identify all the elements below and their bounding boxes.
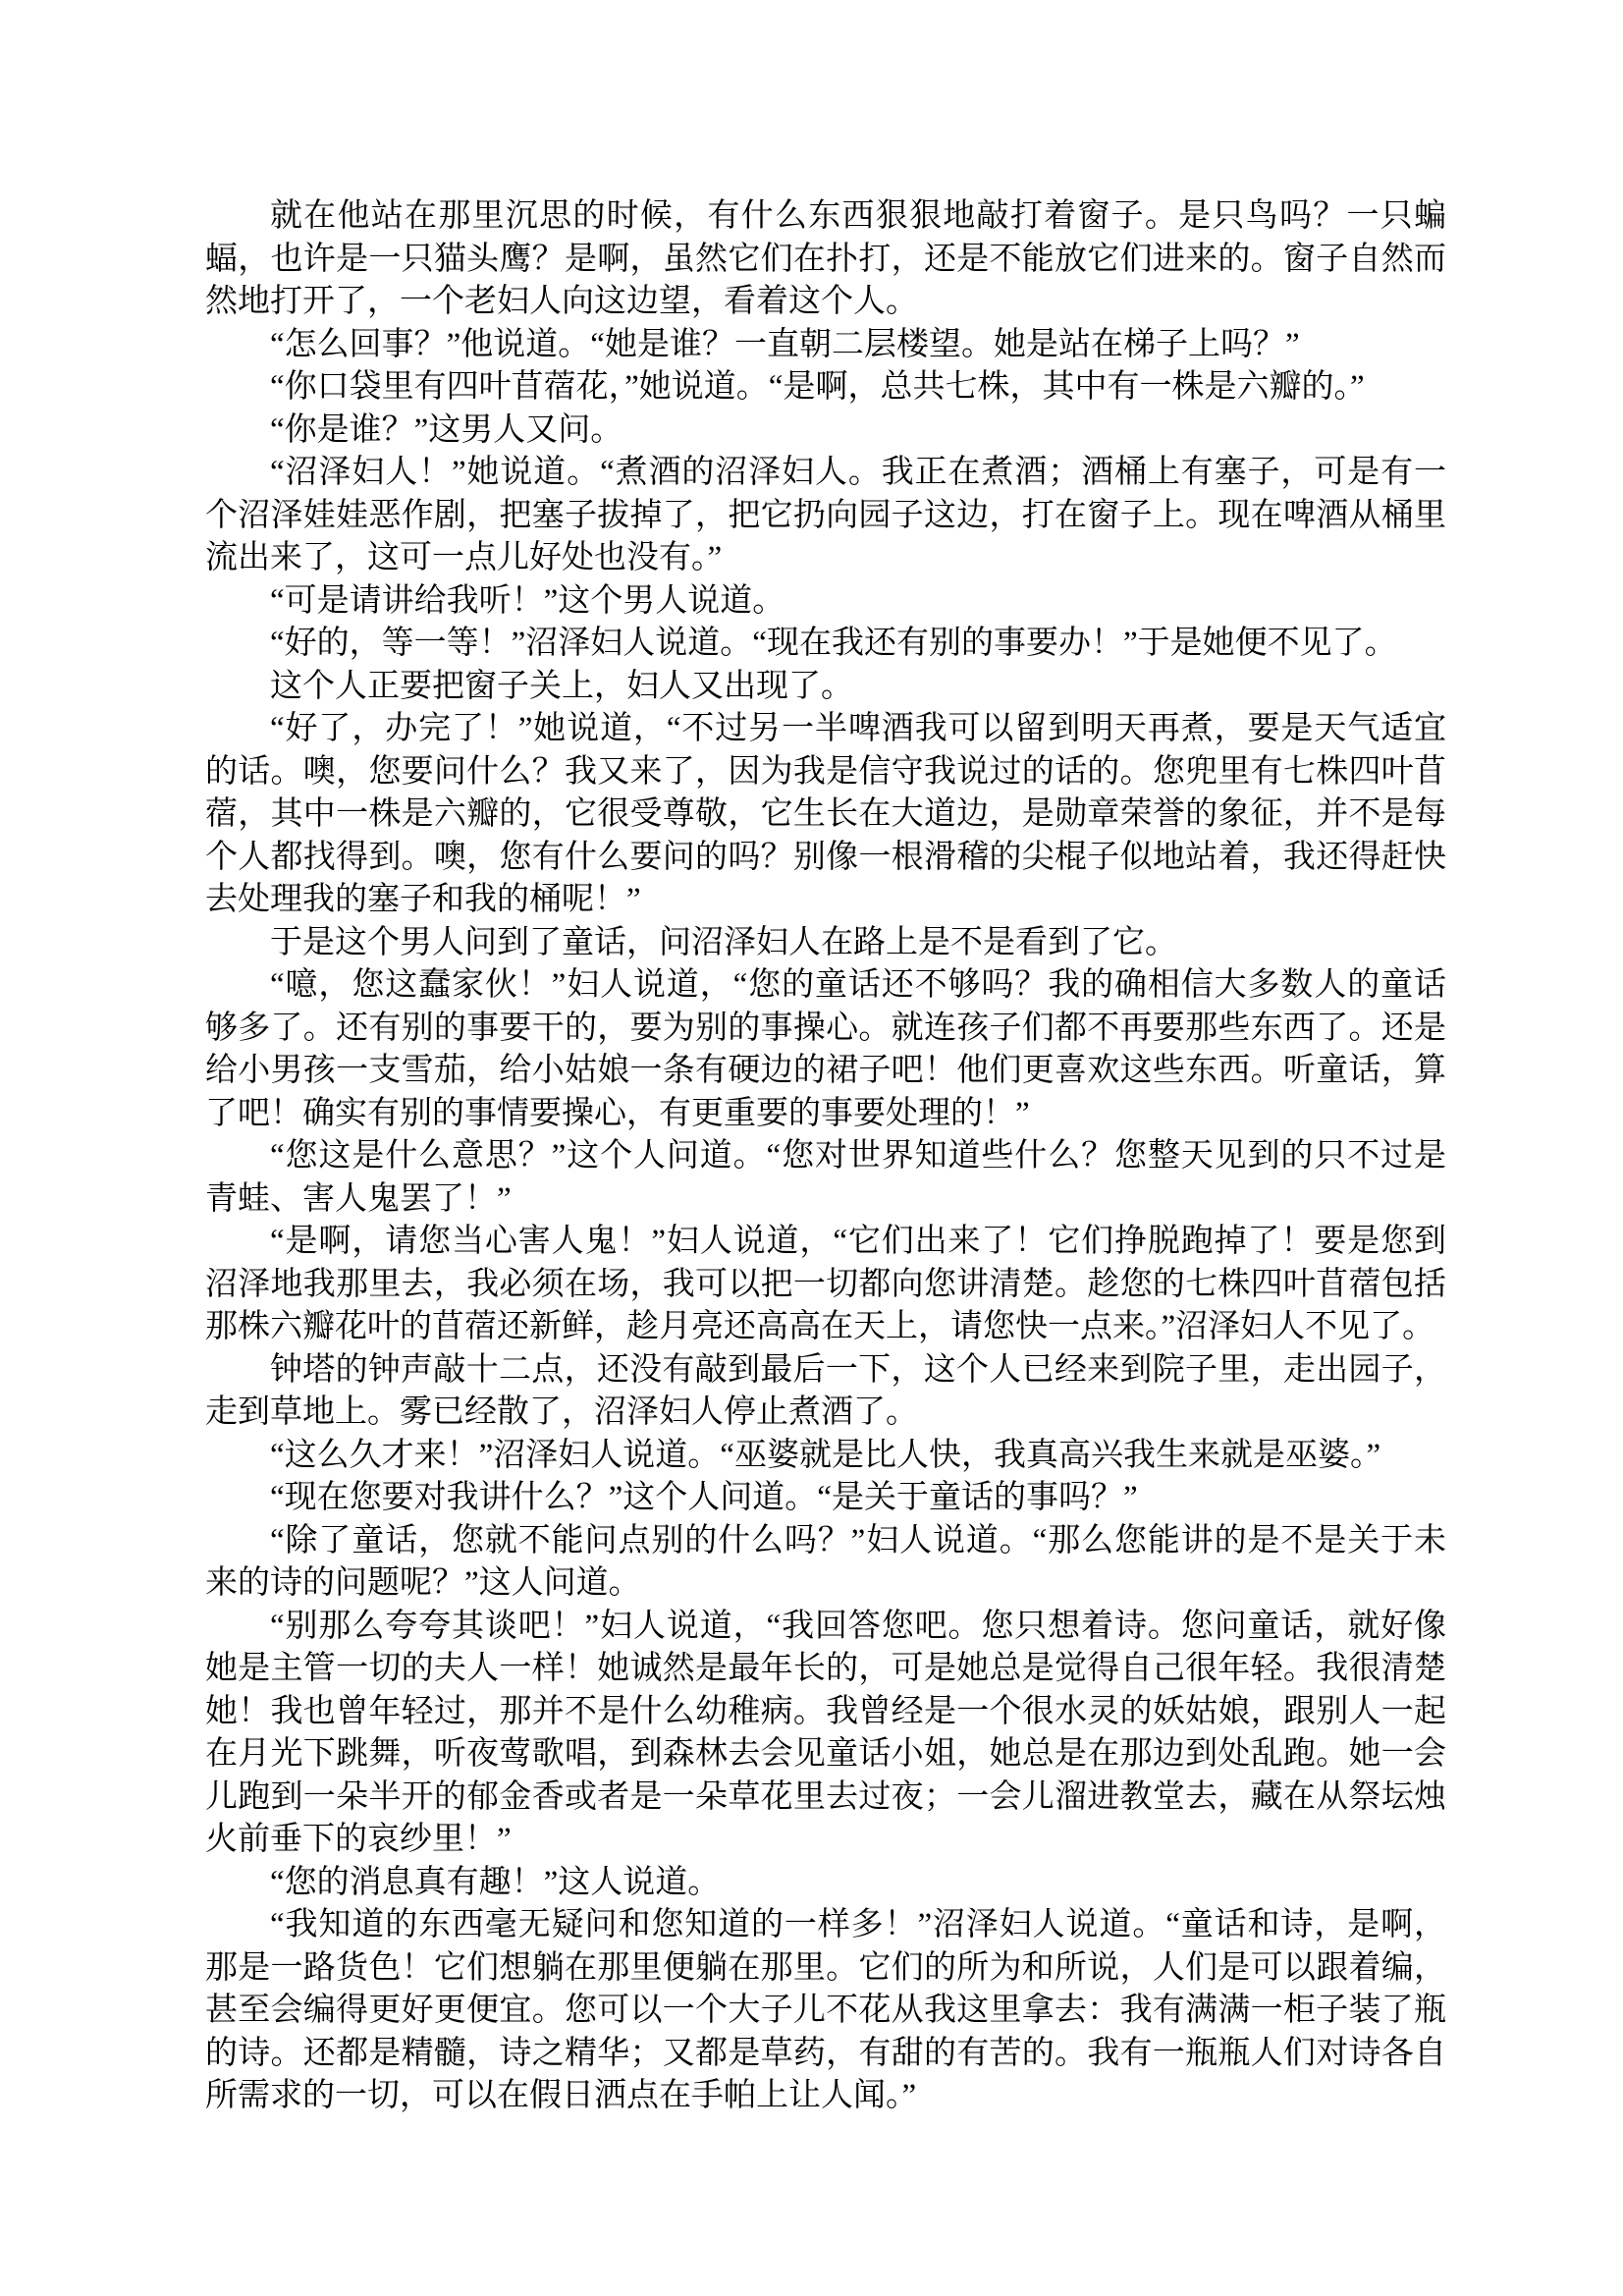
paragraph: “现在您要对我讲什么？”这个人问道。“是关于童话的事吗？” (270, 1480, 1138, 1515)
paragraph: “可是请讲给我听！”这个男人说道。 (270, 582, 785, 619)
paragraph: “这么久才来！”沼泽妇人说道。“巫婆就是比人快，我真高兴我生来就是巫婆。” (270, 1437, 1381, 1473)
paragraph: “你是谁？”这男人又问。 (270, 411, 623, 448)
paragraph: “好了，办完了！”她说道，“不过另一半啤酒我可以留到明天再煮，要是天气适宜的话。噢，您要问什么？我又来了，因为我是信守我说过的话的。您兜里有七株四叶苜蓿，其中一株是六瓣的，它很受尊敬，它生长在大道边，是勋章荣誉的象征，并不是每个人都找得到。噢，您有什么要问的吗？别像一根滑稽的尖棍子似地站着，我还得赶快去处理我的塞子和我的桶呢！” (205, 711, 1446, 917)
paragraph: “好的，等一等！”沼泽妇人说道。“现在我还有别的事要办！”于是她便不见了。 (270, 626, 1397, 661)
paragraph: 钟塔的钟声敲十二点，还没有敲到最后一下，这个人已经来到院子里，走出园子，走到草地上。雾已经散了，沼泽妇人停止煮酒了。 (205, 1351, 1446, 1430)
paragraph: 这个人正要把窗子关上，妇人又出现了。 (270, 668, 853, 704)
paragraph: “您这是什么意思？”这个人问道。“您对世界知道些什么？您整天见到的只不过是青蛙、害人鬼罢了！” (205, 1138, 1446, 1217)
paragraph: “是啊，请您当心害人鬼！”妇人说道，“它们出来了！它们挣脱跑掉了！要是您到沼泽地我那里去，我必须在场，我可以把一切都向您讲清楚。趁您的七株四叶苜蓿包括那株六瓣花叶的苜蓿还新鲜，趁月亮还高高在天上，请您快一点来。”沼泽妇人不见了。 (205, 1224, 1446, 1344)
paragraph: “你口袋里有四叶苜蓿花，”她说道。“是啊，总共七株，其中有一株是六瓣的。” (270, 369, 1365, 405)
paragraph: “沼泽妇人！”她说道。“煮酒的沼泽妇人。我正在煮酒；酒桶上有塞子，可是有一个沼泽娃娃恶作剧，把塞子拔掉了，把它扔向园子这边，打在窗子上。现在啤酒从桶里流出来了，这可一点儿好处也没有。” (205, 455, 1446, 575)
paragraph: “别那么夸夸其谈吧！”妇人说道，“我回答您吧。您只想着诗。您问童话，就好像她是主管一切的夫人一样！她诚然是最年长的，可是她总是觉得自己很年轻。我很清楚她！我也曾年轻过，那并不是什么幼稚病。我曾经是一个很水灵的妖姑娘，跟别人一起在月光下跳舞，听夜莺歌唱，到森林去会见童话小姐，她总是在那边到处乱跑。她一会儿跑到一朵半开的郁金香或者是一朵草花里去过夜；一会儿溜进教堂去，藏在从祭坛烛火前垂下的哀纱里！” (205, 1608, 1446, 1857)
paragraph: “噫，您这蠢家伙！”妇人说道，“您的童话还不够吗？我的确相信大多数人的童话够多了。还有别的事要干的，要为别的事操心。就连孩子们都不再要那些东西了。还是给小男孩一支雪茄，给小姑娘一条有硬边的裙子吧！他们更喜欢这些东西。听童话，算了吧！确实有别的事情要操心，有更重要的事要处理的！” (205, 967, 1446, 1131)
paragraph: 于是这个男人问到了童话，问沼泽妇人在路上是不是看到了它。 (270, 924, 1177, 960)
paragraph: 就在他站在那里沉思的时候，有什么东西狠狠地敲打着窗子。是只鸟吗？一只蝙蝠，也许是一只猫头鹰？是啊，虽然它们在扑打，还是不能放它们进来的。窗子自然而然地打开了，一个老妇人向这边望，看着这个人。 (205, 198, 1446, 319)
paragraph: “我知道的东西毫无疑问和您知道的一样多！”沼泽妇人说道。“童话和诗，是啊，那是一路货色！它们想躺在那里便躺在那里。它们的所为和所说，人们是可以跟着编，甚至会编得更好更便宜。您可以一个大子儿不花从我这里拿去：我有满满一柜子装了瓶的诗。还都是精髓，诗之精华；又都是草药，有甜的有苦的。我有一瓶瓶人们对诗各自所需求的一切，可以在假日洒点在手帕上让人闻。” (205, 1907, 1446, 2113)
paragraph: “怎么回事？”他说道。“她是谁？一直朝二层楼望。她是站在梯子上吗？” (270, 326, 1300, 362)
paragraph: “您的消息真有趣！”这人说道。 (270, 1864, 721, 1900)
paragraph: “除了童话，您就不能问点别的什么吗？”妇人说道。“那么您能讲的是不是关于未来的诗的问题呢？”这人问道。 (205, 1522, 1446, 1601)
text-column (205, 195, 1446, 2118)
